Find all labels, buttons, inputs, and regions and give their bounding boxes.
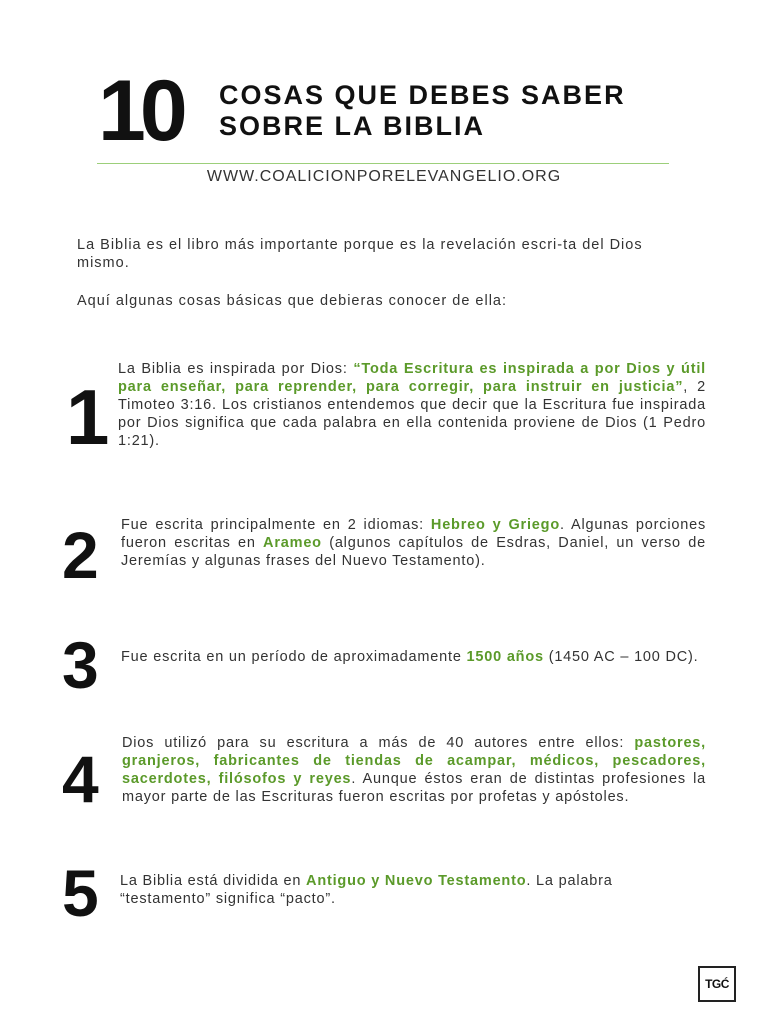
- item-2-text-b: . Algunas porciones fueron escritas en: [121, 517, 706, 551]
- item-text-5: [120, 872, 706, 908]
- item-3-text-a: Fue escrita en un período de aproximadamente: [121, 649, 467, 665]
- item-2-highlight-1: Hebreo y Griego: [430, 517, 560, 533]
- item-2-highlight-2: Arameo: [263, 535, 322, 551]
- tgc-logo: TGĆ: [698, 966, 736, 1002]
- title-line-2: SOBRE LA BIBLIA: [219, 111, 485, 141]
- intro-paragraph-2: Aquí algunas cosas básicas que debieras conocer de ella:: [77, 293, 508, 309]
- item-4-text-a: Dios utilizó para su escritura a más de 40 autores entre ellos:: [122, 735, 635, 751]
- item-1-highlight: “Toda Escritura es inspirada a por Dios y útil para enseñar, para reprender, para corregir, para instruir en justicia”: [118, 361, 706, 395]
- item-text-1: [118, 360, 706, 450]
- item-4-highlight: pastores, granjeros, fabricantes de tiendas de acampar, médicos, pescadores, sacerdotes, filósofos y reyes: [122, 735, 706, 787]
- item-4-text-b: . Aunque éstos eran de distintas profesiones la mayor parte de las Escrituras fueron escritas por profetas y apóstoles.: [122, 771, 706, 805]
- item-5-highlight: Antiguo y Nuevo Testamento: [306, 873, 527, 889]
- item-text-2: [121, 516, 706, 570]
- intro-paragraph-1: La Biblia es el libro más importante porque es la revelación escri-ta del Dios mismo.: [77, 237, 643, 271]
- item-2-text-a: Fue escrita principalmente en 2 idiomas:: [121, 517, 431, 533]
- website-url: WWW.COALICIONPORELEVANGELIO.ORG: [206, 168, 562, 185]
- item-number-3: 3: [62, 628, 99, 702]
- item-text-3: [121, 648, 706, 666]
- item-3-text-b: (1450 AC – 100 DC).: [543, 649, 699, 665]
- item-text-4: [122, 734, 706, 806]
- item-number-2: 2: [62, 518, 99, 592]
- item-number-4: 4: [62, 742, 99, 816]
- item-3-highlight: 1500 años: [466, 649, 544, 665]
- item-5-text-b: . La palabra “testamento” significa “pacto”.: [120, 873, 613, 907]
- item-number-5: 5: [62, 856, 99, 930]
- title-line-1: COSAS QUE DEBES SABER: [219, 80, 626, 110]
- title-number: 10: [98, 63, 182, 159]
- item-2-text-c: (algunos capítulos de Esdras, Daniel, un verso de Jeremías y algunas frases del Nuevo Testamento).: [121, 535, 706, 569]
- item-5-text-a: La Biblia está dividida en: [120, 873, 307, 889]
- page-title: [219, 80, 626, 142]
- item-1-text-b: , 2 Timoteo 3:16. Los cristianos entendemos que decir que la Escritura fue inspirada por Dios significa que cada palabra en ella contenida proviene de Dios (1 Pedro 1:21).: [118, 379, 706, 449]
- item-1-text-a: La Biblia es inspirada por Dios:: [118, 361, 354, 377]
- title-divider: [97, 163, 669, 164]
- item-number-1: 1: [66, 373, 110, 461]
